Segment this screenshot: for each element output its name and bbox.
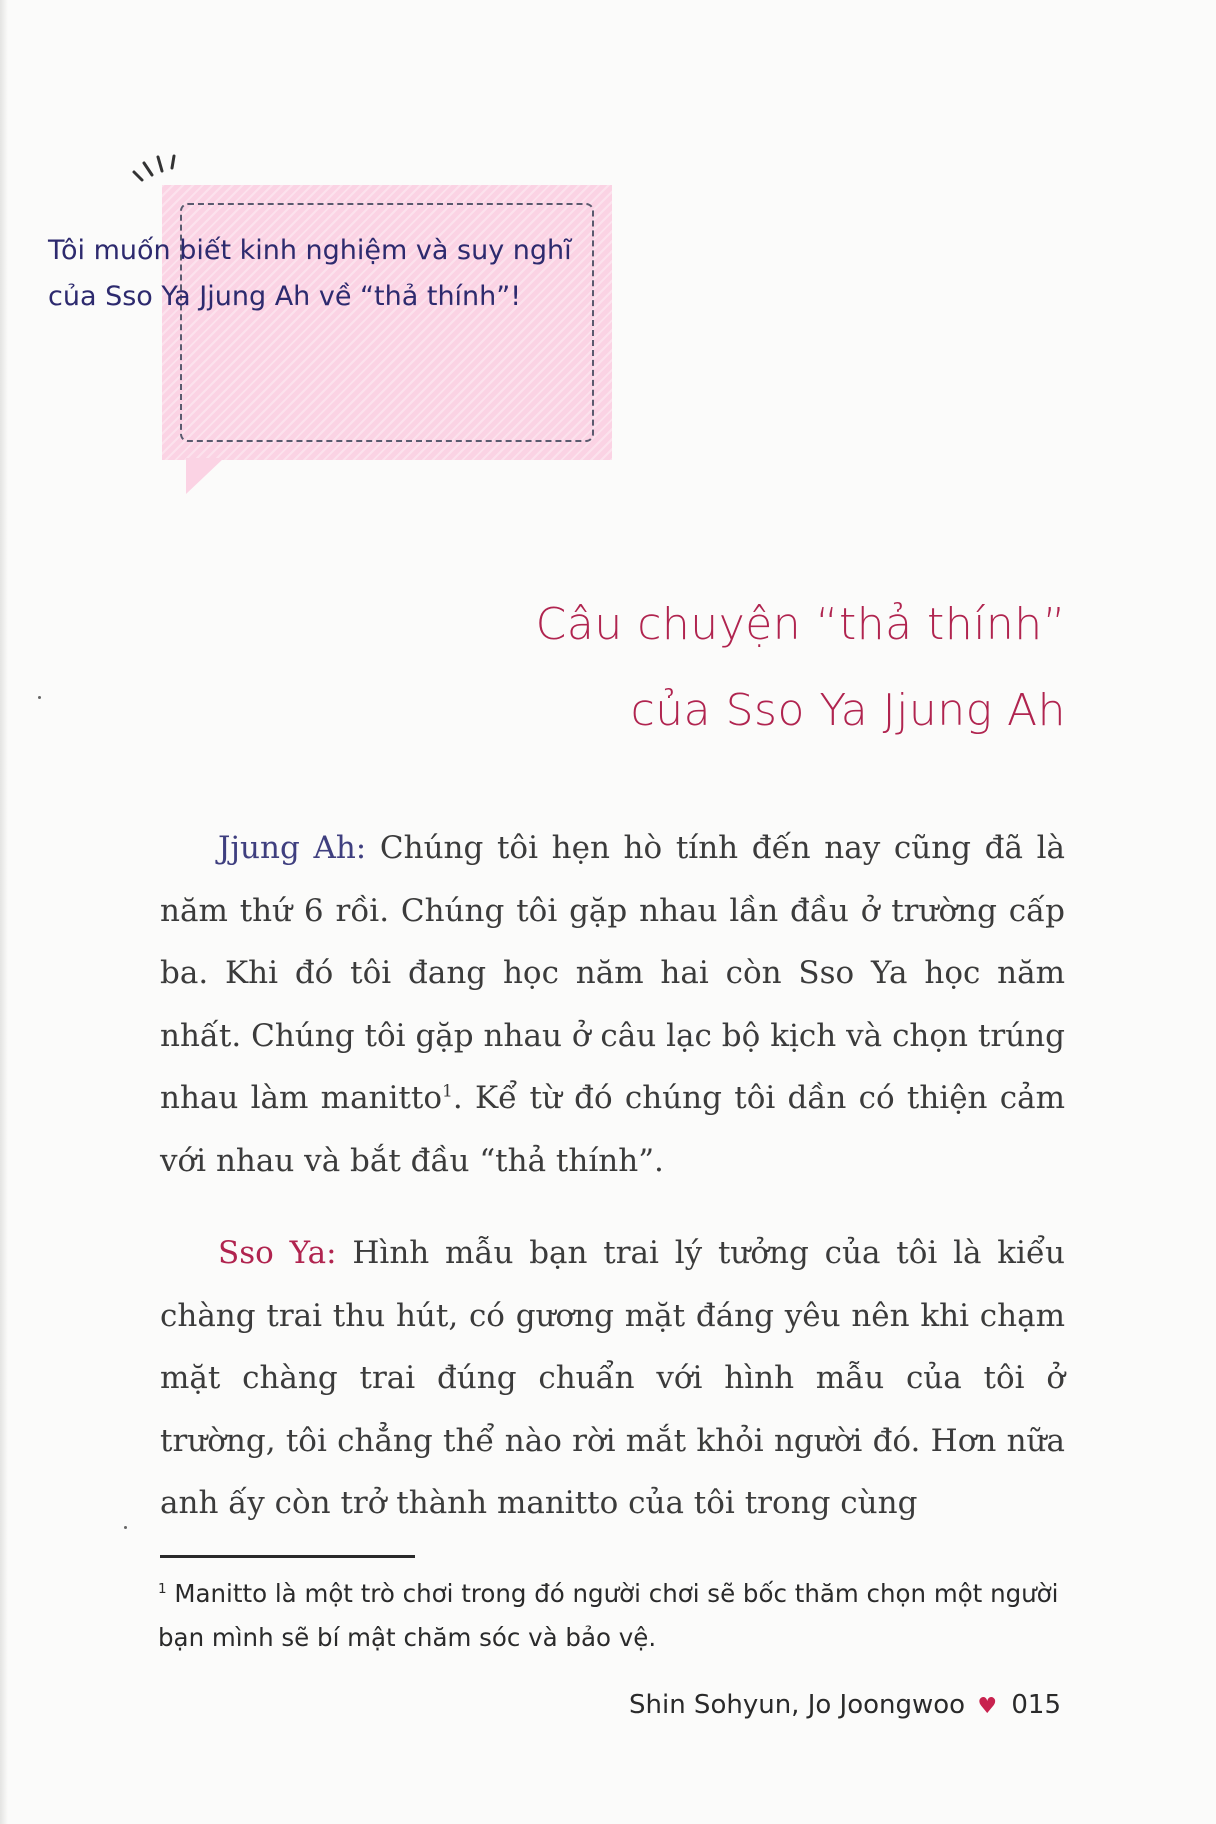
paragraph-jjung-ah [160, 817, 1065, 1192]
paragraph-text-continued: . Kể từ đó chúng tôi dần có thiện cảm với nhau và bắt đầu “thả thính”. [160, 1080, 1065, 1179]
footnote-text: Manitto là một trò chơi trong đó người chơi sẽ bốc thăm chọn một người bạn mình sẽ bí mật chăm sóc và bảo vệ. [158, 1579, 1059, 1652]
speaker-sso-ya: Sso Ya: [218, 1235, 337, 1271]
page-number: 015 [1011, 1690, 1061, 1720]
chapter-title [536, 582, 1066, 754]
paragraph-text: Chúng tôi hẹn hò tính đến nay cũng đã là năm thứ 6 rồi. Chúng tôi gặp nhau lần đầu ở trường cấp ba. Khi đó tôi đang học năm hai còn Sso Ya học năm nhất. Chúng tôi gặp nhau ở câu lạc bộ kịch và chọn trúng nhau làm manitto [160, 830, 1065, 1116]
bubble-tail [186, 458, 224, 494]
speaker-jjung-ah: Jjung Ah: [218, 830, 367, 866]
footer-authors: Shin Sohyun, Jo Joongwoo [628, 1690, 966, 1720]
footnote-marker: 1 [158, 1580, 167, 1597]
speck [124, 1526, 127, 1529]
paragraph-sso-ya [160, 1222, 1065, 1535]
heart-icon: ♥ [977, 1694, 998, 1719]
chapter-title-line-1: Câu chuyện “thả thính” [535, 599, 1066, 650]
footnote-divider [160, 1555, 415, 1558]
paragraph-text: Hình mẫu bạn trai lý tưởng của tôi là kiểu chàng trai thu hút, có gương mặt đáng yêu nên khi chạm mặt chàng trai đúng chuẩn với hình mẫu của tôi ở trường, tôi chẳng thể nào rời mắt khỏi người đó. Hơn nữa anh ấy còn trở thành manitto của tôi trong cùng [160, 1235, 1065, 1521]
speck [38, 696, 41, 699]
footnote-reference[interactable]: 1 [442, 1081, 453, 1102]
page-edge [0, 0, 8, 1824]
chapter-title-line-2: của Sso Ya Jjung Ah [630, 685, 1066, 736]
footnote [158, 1572, 1063, 1660]
question-bubble [162, 185, 612, 460]
question-text: Tôi muốn biết kinh nghiệm và suy nghĩ của Sso Ya Jjung Ah về “thả thính”! [48, 235, 572, 312]
page-footer [629, 1690, 1061, 1720]
